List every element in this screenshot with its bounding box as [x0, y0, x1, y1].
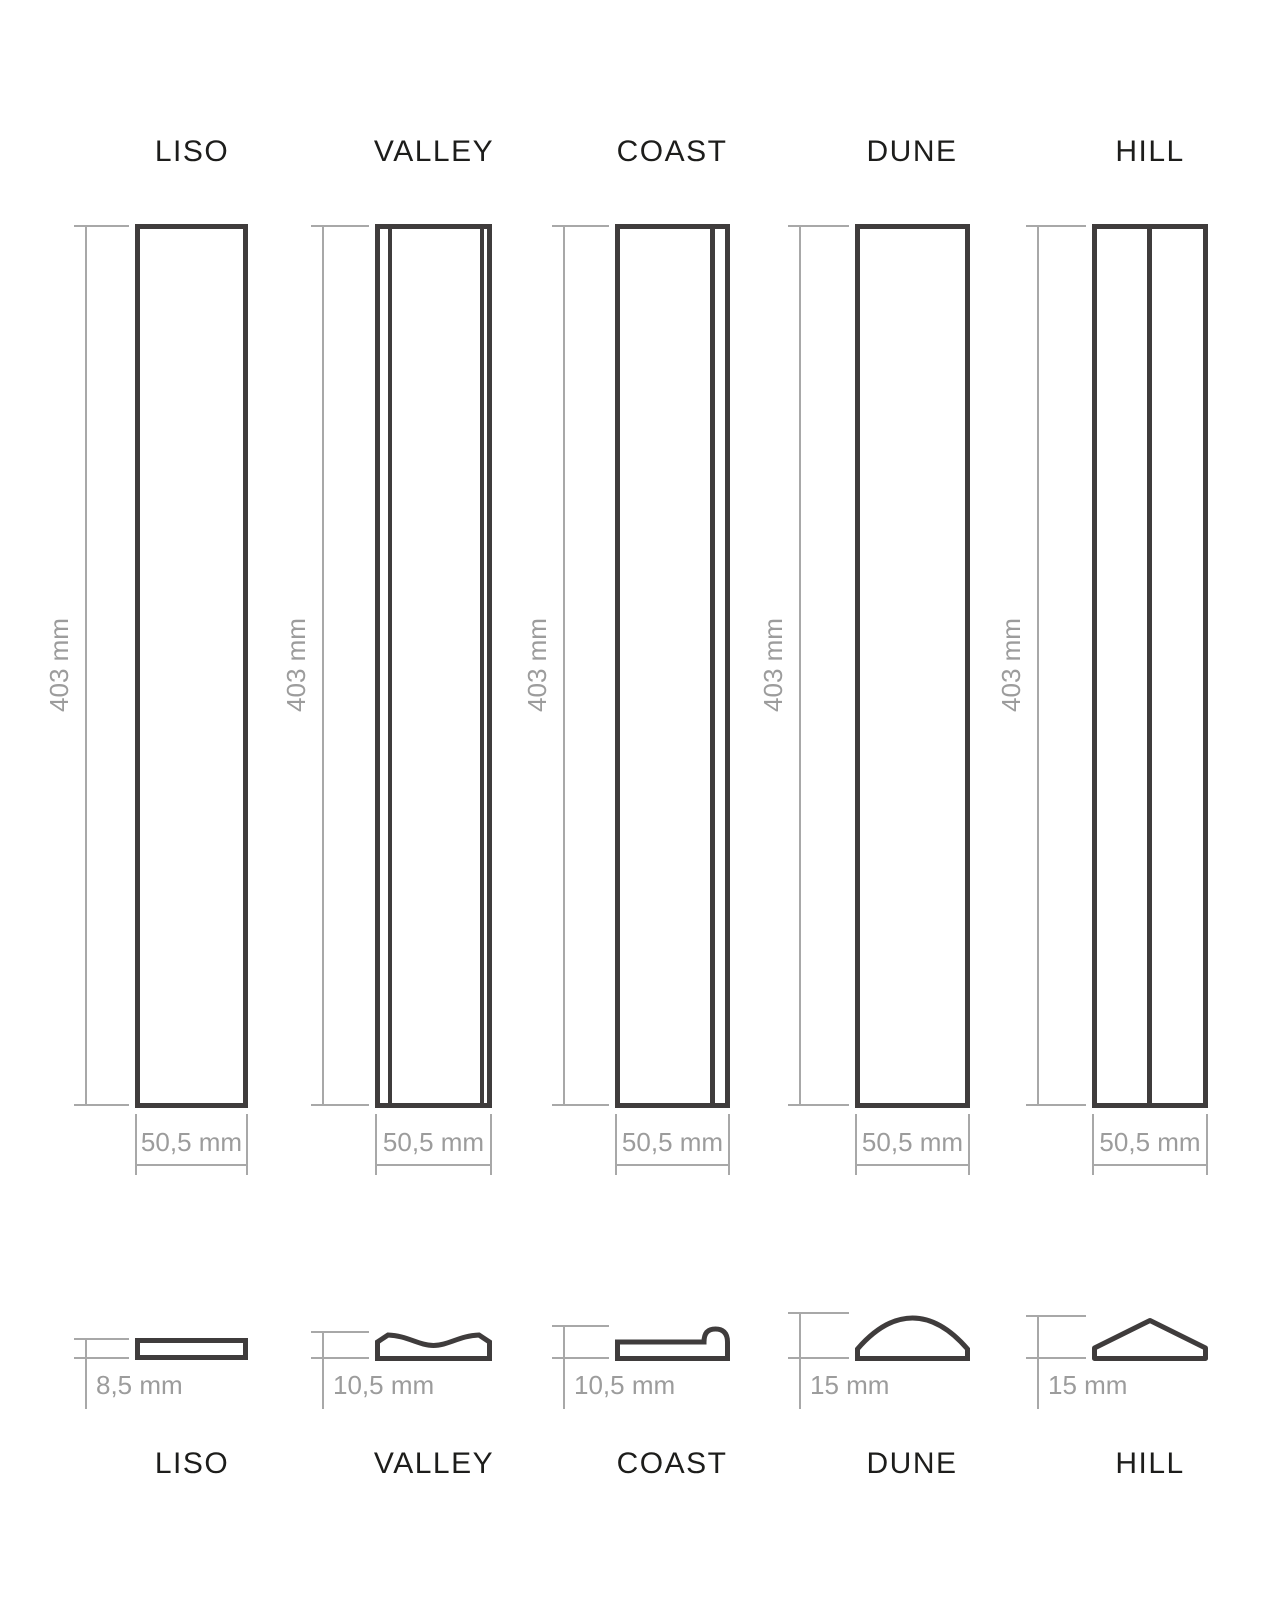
tile-front-valley — [375, 224, 492, 1108]
height-dim-line-valley — [322, 227, 324, 1104]
top-label-coast: COAST — [616, 135, 728, 168]
thickness-dim-line-liso — [85, 1339, 87, 1409]
thickness-dim-label-hill: 15 mm — [1048, 1370, 1128, 1400]
thickness-dim-tick-top-coast — [552, 1325, 609, 1327]
profile-shape-hill — [1092, 1315, 1208, 1361]
thickness-dim-line-hill — [1037, 1316, 1039, 1409]
tile-front-valley-inner-line-left — [388, 229, 392, 1103]
width-dim-label-dune: 50,5 mm — [861, 1127, 964, 1157]
top-label-liso: LISO — [154, 135, 230, 168]
bottom-label-liso: LISO — [154, 1447, 230, 1480]
height-dim-label-valley: 403 mm — [281, 618, 311, 712]
height-dim-label-dune: 403 mm — [758, 618, 788, 712]
height-dim-label-coast: 403 mm — [522, 618, 552, 712]
width-dim-line-valley — [375, 1164, 492, 1166]
tile-front-dune — [855, 224, 970, 1108]
width-dim-line-coast — [615, 1164, 730, 1166]
top-label-dune: DUNE — [866, 135, 958, 168]
thickness-dim-tick-bottom-valley — [311, 1357, 369, 1359]
thickness-dim-label-dune: 15 mm — [810, 1370, 890, 1400]
profile-shape-dune — [855, 1312, 970, 1361]
height-dim-tick-top-coast — [552, 225, 609, 227]
height-dim-tick-top-hill — [1026, 225, 1086, 227]
profile-shape-valley — [375, 1331, 492, 1361]
height-dim-tick-top-valley — [311, 225, 369, 227]
thickness-dim-line-coast — [563, 1326, 565, 1409]
width-dim-label-coast: 50,5 mm — [621, 1127, 724, 1157]
height-dim-label-hill: 403 mm — [996, 618, 1026, 712]
width-dim-line-dune — [855, 1164, 970, 1166]
top-label-hill: HILL — [1115, 135, 1185, 168]
thickness-dim-label-coast: 10,5 mm — [574, 1370, 676, 1400]
thickness-dim-tick-top-dune — [788, 1312, 849, 1314]
thickness-dim-line-valley — [322, 1332, 324, 1409]
top-label-valley: VALLEY — [373, 135, 495, 168]
thickness-dim-label-valley: 10,5 mm — [333, 1370, 435, 1400]
height-dim-label-liso: 403 mm — [44, 618, 74, 712]
height-dim-line-liso — [85, 227, 87, 1104]
thickness-dim-tick-top-liso — [74, 1338, 129, 1340]
bottom-label-valley: VALLEY — [373, 1447, 495, 1480]
width-dim-label-liso: 50,5 mm — [140, 1127, 243, 1157]
thickness-dim-tick-bottom-hill — [1026, 1357, 1086, 1359]
tile-front-valley-inner-line-right — [480, 229, 484, 1103]
tile-front-liso — [135, 224, 248, 1108]
height-dim-tick-bottom-valley — [311, 1104, 369, 1106]
tile-front-hill-inner-line — [1147, 229, 1152, 1103]
thickness-dim-line-dune — [799, 1313, 801, 1409]
height-dim-tick-bottom-hill — [1026, 1104, 1086, 1106]
thickness-dim-tick-bottom-liso — [74, 1357, 129, 1359]
width-dim-line-hill — [1092, 1164, 1208, 1166]
thickness-dim-tick-top-valley — [311, 1331, 369, 1333]
height-dim-tick-top-dune — [788, 225, 849, 227]
bottom-label-dune: DUNE — [866, 1447, 958, 1480]
width-dim-label-hill: 50,5 mm — [1099, 1127, 1201, 1157]
height-dim-tick-bottom-dune — [788, 1104, 849, 1106]
width-dim-label-valley: 50,5 mm — [382, 1127, 485, 1157]
width-dim-line-liso — [135, 1164, 248, 1166]
thickness-dim-tick-top-hill — [1026, 1315, 1086, 1317]
height-dim-tick-bottom-liso — [74, 1104, 129, 1106]
height-dim-line-dune — [799, 227, 801, 1104]
bottom-label-hill: HILL — [1115, 1447, 1185, 1480]
height-dim-line-hill — [1037, 227, 1039, 1104]
profile-shape-liso — [135, 1337, 248, 1361]
tile-front-coast-inner-line — [710, 229, 715, 1103]
bottom-label-coast: COAST — [616, 1447, 728, 1480]
thickness-dim-tick-bottom-dune — [788, 1357, 849, 1359]
thickness-dim-label-liso: 8,5 mm — [96, 1370, 183, 1400]
height-dim-line-coast — [563, 227, 565, 1104]
height-dim-tick-bottom-coast — [552, 1104, 609, 1106]
height-dim-tick-top-liso — [74, 225, 129, 227]
profile-shape-coast — [615, 1325, 730, 1361]
thickness-dim-tick-bottom-coast — [552, 1357, 609, 1359]
